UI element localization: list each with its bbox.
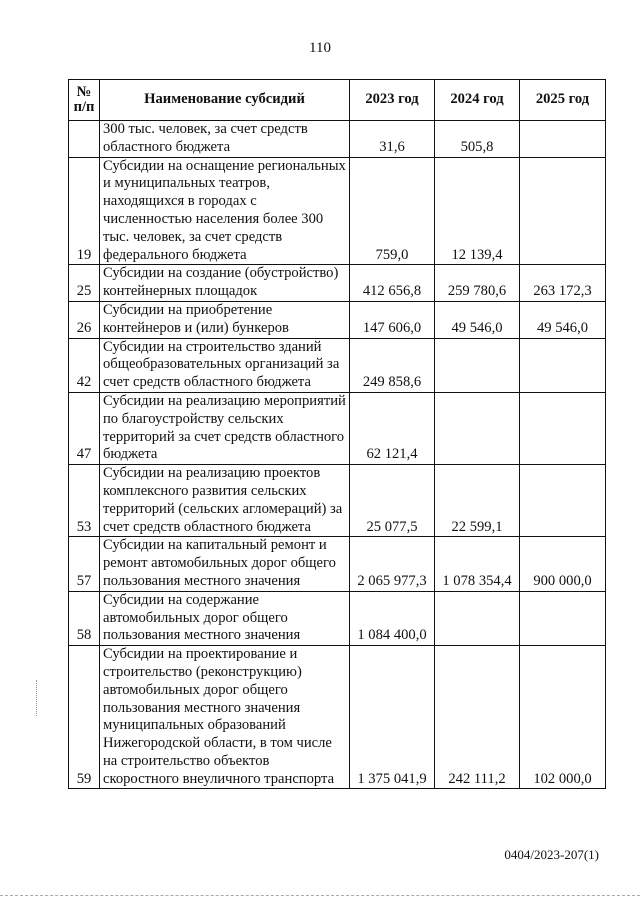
table-row [69,157,606,265]
row-number: 57 [69,537,100,591]
value-2024: 505,8 [435,121,520,158]
value-2025: 263 172,3 [520,265,606,302]
subsidy-name: Субсидии на приобретение контейнеров и (или) бункеров [100,301,350,338]
value-2023: 62 121,4 [350,392,435,464]
subsidies-table [68,79,606,789]
value-2024: 259 780,6 [435,265,520,302]
header-num: № п/п [69,80,100,121]
value-2025: 900 000,0 [520,537,606,591]
header-2023: 2023 год [350,80,435,121]
value-2023: 412 656,8 [350,265,435,302]
value-2024: 22 599,1 [435,465,520,537]
value-2025 [520,591,606,645]
subsidy-name: Субсидии на реализацию проектов комплексного развития сельских территорий (сельских агломераций) за счет средств областного бюджета [100,465,350,537]
subsidy-name: Субсидии на оснащение региональных и муниципальных театров, находящихся в городах с численностью населения более 300 тыс. человек, за счет средств федерального бюджета [100,157,350,265]
subsidy-name: Субсидии на создание (обустройство) контейнерных площадок [100,265,350,302]
row-number: 25 [69,265,100,302]
value-2024: 49 546,0 [435,301,520,338]
value-2025: 49 546,0 [520,301,606,338]
value-2023: 147 606,0 [350,301,435,338]
value-2025 [520,465,606,537]
value-2025 [520,121,606,158]
value-2023: 249 858,6 [350,338,435,392]
table-header-row [69,80,606,121]
table-row [69,392,606,464]
value-2023: 759,0 [350,157,435,265]
row-number [69,121,100,158]
value-2024 [435,392,520,464]
scan-edge-line [0,895,640,897]
row-number: 26 [69,301,100,338]
table-row [69,537,606,591]
value-2025: 102 000,0 [520,646,606,789]
subsidy-name: Субсидии на реализацию мероприятий по благоустройству сельских территорий за счет средств областного бюджета [100,392,350,464]
header-name: Наименование субсидий [100,80,350,121]
value-2025 [520,157,606,265]
table-row [69,646,606,789]
row-number: 42 [69,338,100,392]
subsidy-name: Субсидии на строительство зданий общеобразовательных организаций за счет средств областного бюджета [100,338,350,392]
table-row [69,121,606,158]
row-number: 59 [69,646,100,789]
subsidy-name: 300 тыс. человек, за счет средств областного бюджета [100,121,350,158]
document-code: 0404/2023-207(1) [504,847,599,862]
header-2025: 2025 год [520,80,606,121]
page-number: 110 [309,40,331,56]
table-row [69,591,606,645]
value-2024: 12 139,4 [435,157,520,265]
value-2025 [520,338,606,392]
value-2023: 25 077,5 [350,465,435,537]
value-2025 [520,392,606,464]
table-row [69,465,606,537]
subsidy-name: Субсидии на проектирование и строительство (реконструкцию) автомобильных дорог общего пользования местного значения муниципальных образований Нижегородской области, в том числе на строительство объектов скоростного внеуличного транспорта [100,646,350,789]
table-row [69,338,606,392]
row-number: 19 [69,157,100,265]
value-2023: 1 084 400,0 [350,591,435,645]
value-2023: 1 375 041,9 [350,646,435,789]
subsidy-name: Субсидии на капитальный ремонт и ремонт автомобильных дорог общего пользования местного значения [100,537,350,591]
row-number: 47 [69,392,100,464]
header-2024: 2024 год [435,80,520,121]
value-2023: 31,6 [350,121,435,158]
scan-artifact-mark [36,680,38,716]
value-2024 [435,338,520,392]
value-2024 [435,591,520,645]
subsidy-name: Субсидии на содержание автомобильных дорог общего пользования местного значения [100,591,350,645]
value-2024: 1 078 354,4 [435,537,520,591]
table-row [69,265,606,302]
value-2024: 242 111,2 [435,646,520,789]
row-number: 58 [69,591,100,645]
value-2023: 2 065 977,3 [350,537,435,591]
row-number: 53 [69,465,100,537]
table-row [69,301,606,338]
